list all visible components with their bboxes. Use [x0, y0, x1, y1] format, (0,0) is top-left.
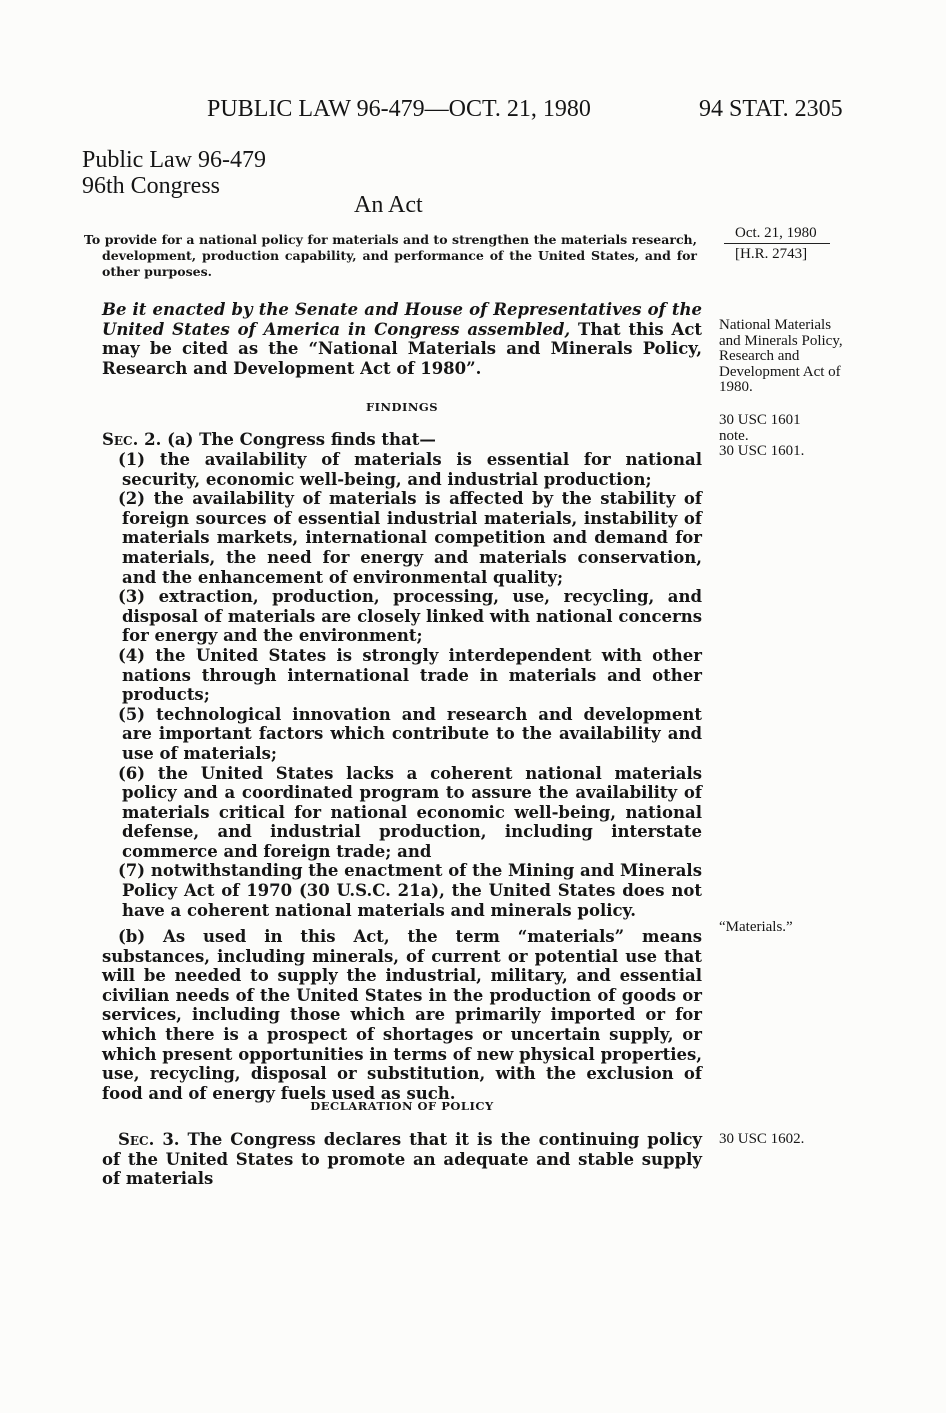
- law-number: Public Law 96-479: [82, 147, 266, 173]
- purpose-clause: To provide for a national policy for materials and to strengthen the materials research, development, production capability, and performance of the United States, and for other purposes.: [84, 232, 697, 279]
- section-3-label: Sec. 3.: [118, 1130, 180, 1149]
- finding-item: (4) the United States is strongly interdependent with other nations through international trade in materials and other products;: [118, 645, 702, 705]
- stat-page-number: 94 STAT. 2305: [699, 96, 843, 122]
- findings-list: [102, 450, 702, 920]
- margin-rule: [724, 243, 830, 244]
- bill-number-note: [H.R. 2743]: [735, 246, 808, 262]
- section-2-lead-in: (a) The Congress finds that—: [161, 430, 436, 449]
- materials-definition: (b) As used in this Act, the term “materials” means substances, including minerals, of current or potential use that will be needed to supply the industrial, military, and essential civilian needs of the United States in the production of goods or services, including those which are primarily imported or for which there is a prospect of shortages or uncertain supply, or which present opportunities in terms of new physical properties, use, recycling, disposal or substitution, with the exclusion of food and of energy fuels used as such.: [102, 927, 702, 1103]
- section-3-body: The Congress declares that it is the continuing policy of the United States to promote an adequate and stable supply of materials: [102, 1130, 703, 1189]
- running-title: PUBLIC LAW 96-479—OCT. 21, 1980: [207, 96, 591, 122]
- finding-item: (2) the availability of materials is affected by the stability of foreign sources of essential industrial materials, instability of materials markets, international competition and demand for materials, the need for energy and materials conservation, and the enhancement of environmental quality;: [118, 489, 702, 587]
- finding-item: (5) technological innovation and research and development are important factors which contribute to the availability and use of materials;: [118, 704, 702, 763]
- finding-item: (7) notwithstanding the enactment of the Mining and Minerals Policy Act of 1970 (30 U.S.C. 21a), the United States does not have a coherent national materials and minerals policy.: [118, 861, 702, 920]
- enacting-formula: Be it enacted by the Senate and House of Representatives of the United States of America in Congress assembled,: [102, 300, 702, 339]
- enactment-date-note: Oct. 21, 1980: [735, 225, 817, 241]
- usc-1601-citation: 30 USC 1601.: [719, 443, 805, 459]
- materials-definition-note: “Materials.”: [719, 919, 793, 935]
- section-3-text: [102, 1130, 702, 1189]
- section-2-intro: [102, 430, 702, 450]
- short-title-text: That this Act may be cited as the “National Materials and Minerals Policy, Research and Development Act of 1980”.: [102, 319, 702, 378]
- finding-item: (1) the availability of materials is essential for national security, economic well-being, and industrial production;: [118, 450, 702, 489]
- finding-item: (6) the United States lacks a coherent national materials policy and a coordinated program to assure the availability of materials critical for national economic well-being, national defense, and industrial production, including interstate commerce and foreign trade; and: [118, 763, 702, 861]
- usc-1601-note: 30 USC 1601 note.: [719, 412, 801, 444]
- enacting-clause: [102, 300, 702, 378]
- finding-item: (3) extraction, production, processing, use, recycling, and disposal of materials are closely linked with national concerns for energy and the environment;: [118, 587, 702, 646]
- policy-heading: DECLARATION OF POLICY: [310, 1099, 494, 1113]
- act-label: An Act: [354, 192, 423, 218]
- congress-number: 96th Congress: [82, 173, 220, 199]
- section-2-label: Sec. 2.: [102, 430, 162, 449]
- short-title-margin-note: National Materials and Minerals Policy, Research and Development Act of 1980.: [719, 317, 843, 395]
- usc-1602-citation: 30 USC 1602.: [719, 1131, 805, 1147]
- findings-heading: FINDINGS: [365, 400, 439, 414]
